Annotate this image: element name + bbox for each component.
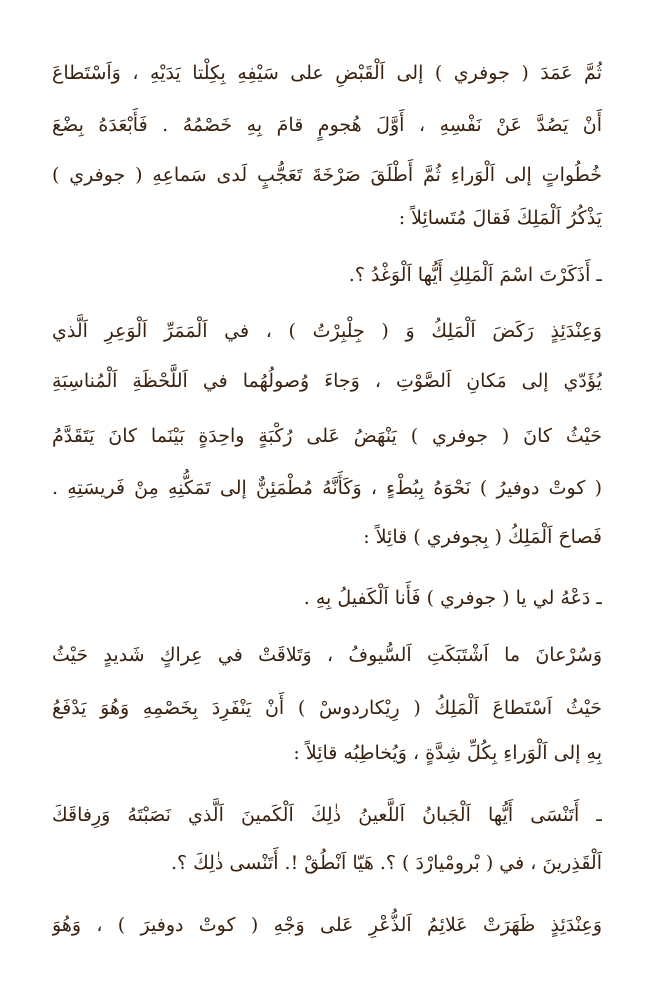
dialogue-line-3: ـ أَتَنْسَى أَيُّها اَلْجَبانُ اَللَّعينُ ذٰلِكَ اَلْكَمينَ اَلَّذي نَصَبْتَهُ وَرِفاقَكَ [52, 804, 602, 826]
paragraph-2-line-4: ( كوتْ دوفيرُ ) نَحْوَهُ بِبُطْءٍ ، وَكَأَنَّهُ مُطْمَئِنٌّ إلى تَمَكُّنِهِ مِنْ فَريسَتِهِ . [52, 477, 602, 499]
paragraph-1-line-1: ثُمَّ عَمَدَ ( جوفري ) إلى اَلْقَبْضِ على سَيْفِهِ بِكِلْتا يَدَيْهِ ، وَاَسْتَطاعَ [52, 62, 602, 84]
paragraph-4-line-1: وَعِنْدَئِذٍ ظَهَرَتْ عَلائِمُ اَلذُّعْرِ عَلى وَجْهِ ( كوتْ دوفيرَ ) ، وَهُوَ [52, 914, 602, 936]
paragraph-2-line-3: حَيْثُ كانَ ( جوفري ) يَنْهَضُ عَلى رُكْبَةٍ واحِدَةٍ بَيْنَما كانَ يَتَقَدَّمُ [52, 425, 602, 447]
paragraph-1-line-3: خُطُواتٍ إلى اَلْوَراءِ ثُمَّ أَطْلَقَ صَرْخَةَ تَعَجُّبٍ لَدى سَماعِهِ ( جوفري ) [52, 164, 602, 186]
paragraph-3-line-1: وَسُرْعانَ ما اَشْتَبَكَتِ اَلسُّيوفُ ، وَتَلاقَتْ في عِراكٍ شَديدٍ حَيْثُ [52, 644, 602, 666]
paragraph-1-line-2: أَنْ يَصُدَّ عَنْ نَفْسِهِ ، أَوَّلَ هُجومٍ قامَ بِهِ خَصْمُهُ . فَأَبْعَدَهُ بِضْعَ [52, 114, 602, 136]
paragraph-2-line-1: وَعِنْدَئِذٍ رَكَضَ اَلْمَلِكُ وَ ( جِلْبِرْتُ ) ، في اَلْمَمَرِّ اَلْوَعِرِ اَلَّذي [52, 320, 602, 342]
paragraph-1-line-4: يَذْكُرُ اَلْمَلِكَ فَقالَ مُتَسائِلاً : [398, 207, 602, 229]
paragraph-2-line-5: فَصاحَ اَلْمَلِكُ ( بِجوفري ) قائِلاً : [363, 526, 602, 548]
dialogue-line-2: ـ دَعْهُ لي يا ( جوفري ) فَأَنا اَلْكَفيلُ بِهِ . [303, 587, 602, 609]
paragraph-3-line-3: بِهِ إلى اَلْوَراءِ بِكُلِّ شِدَّةٍ ، وَيُخاطِبُه قائِلاً : [293, 742, 602, 764]
paragraph-2-line-2: يُؤَدّي إلى مَكانِ اَلصَّوْتِ ، وَجاءَ وُصولُهُما في اَللَّحْظَةِ اَلْمُناسِبَةِ [52, 370, 602, 392]
paragraph-3-line-2: حَيْثُ اَسْتَطاعَ اَلْمَلِكُ ( رِيْكاردوسْ ) أَنْ يَنْفَرِدَ بِخَصْمِهِ وَهُوَ يَدْفَعُ [52, 697, 602, 719]
dialogue-line-1: ـ أَذَكَرْتَ اسْمَ اَلْمَلِكِ أَيُّها اَلْوَغْدُ ؟. [348, 264, 602, 286]
dialogue-line-4: اَلْقَذِرينَ ، في ( بْرومْيارْدَ ) ؟. هَيّا اَنْطُقْ !. أَتَنْسى ذٰلِكَ ؟. [170, 852, 602, 874]
